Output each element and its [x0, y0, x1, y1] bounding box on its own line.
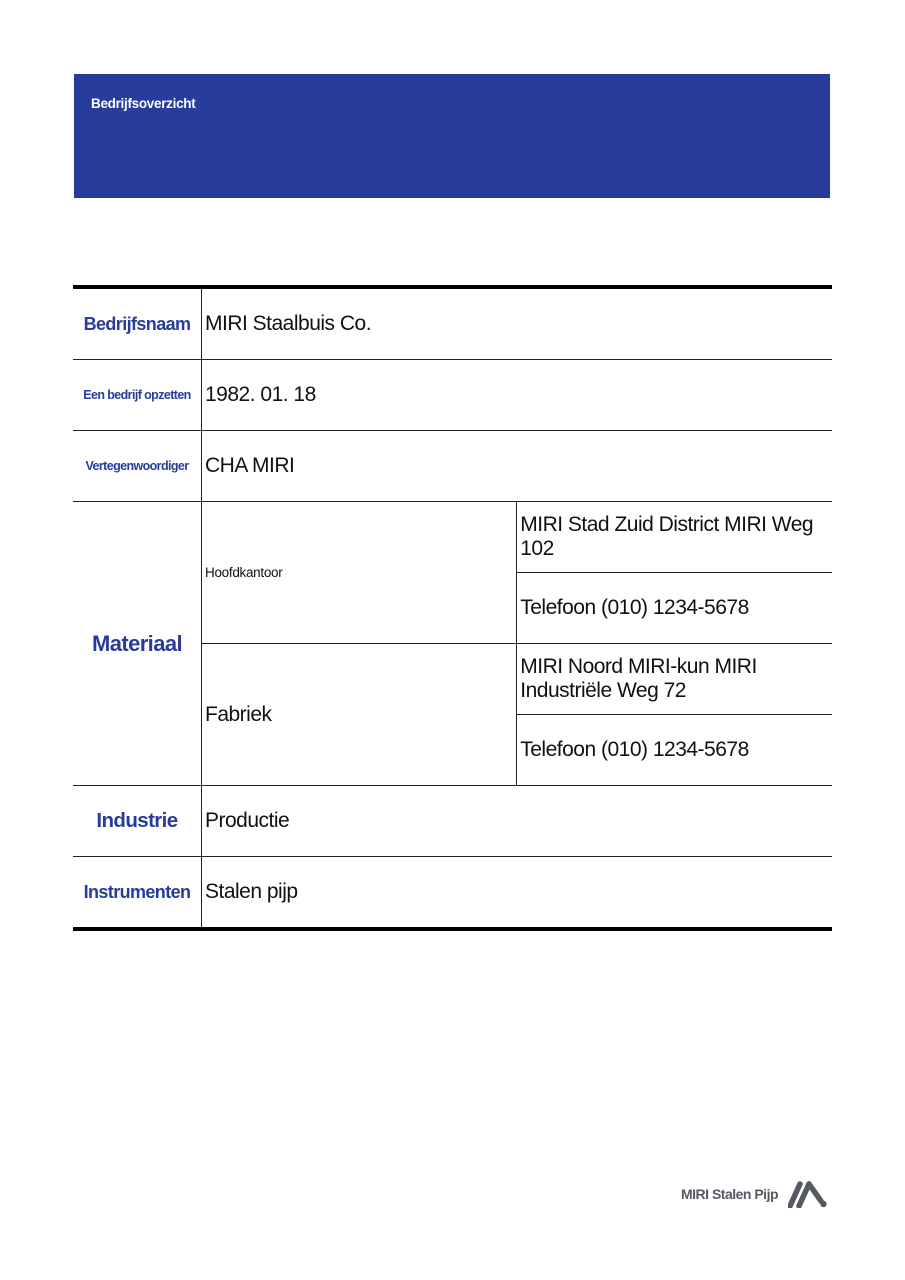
material-label: Materiaal [73, 502, 202, 786]
representative-label: Vertegenwoordiger [73, 431, 202, 502]
instruments-value: Stalen pijp [202, 857, 833, 930]
miri-logo-icon [788, 1180, 828, 1208]
table-row [73, 360, 832, 431]
representative-value: CHA MIRI [202, 431, 833, 502]
page-title: Bedrijfsoverzicht [91, 96, 196, 111]
head-office-address: MIRI Stad Zuid District MIRI Weg 102 [517, 502, 832, 573]
table-row [73, 287, 832, 360]
factory-label: Fabriek [202, 644, 517, 786]
company-name-value: MIRI Staalbuis Co. [205, 312, 372, 335]
header-banner [74, 74, 830, 198]
head-office-phone: Telefoon (010) 1234-5678 [517, 573, 832, 644]
industry-value: Productie [202, 786, 833, 857]
industry-label: Industrie [73, 786, 202, 857]
footer-brand-text: MIRI Stalen Pijp [681, 1186, 779, 1202]
factory-phone: Telefoon (010) 1234-5678 [517, 715, 832, 786]
head-office-label: Hoofdkantoor [202, 502, 517, 644]
table-row [73, 786, 832, 857]
company-name-label: Bedrijfsnaam [73, 287, 202, 360]
instruments-label: Instrumenten [73, 857, 202, 930]
footer-brand [681, 1180, 828, 1208]
founded-label: Een bedrijf opzetten [73, 360, 202, 431]
table-row [73, 502, 832, 573]
factory-address: MIRI Noord MIRI-kun MIRI Industriële Weg 72 [517, 644, 832, 715]
founded-value: 1982. 01. 18 [202, 360, 833, 431]
company-info-table [73, 285, 832, 931]
table-row [73, 431, 832, 502]
table-row [73, 857, 832, 930]
